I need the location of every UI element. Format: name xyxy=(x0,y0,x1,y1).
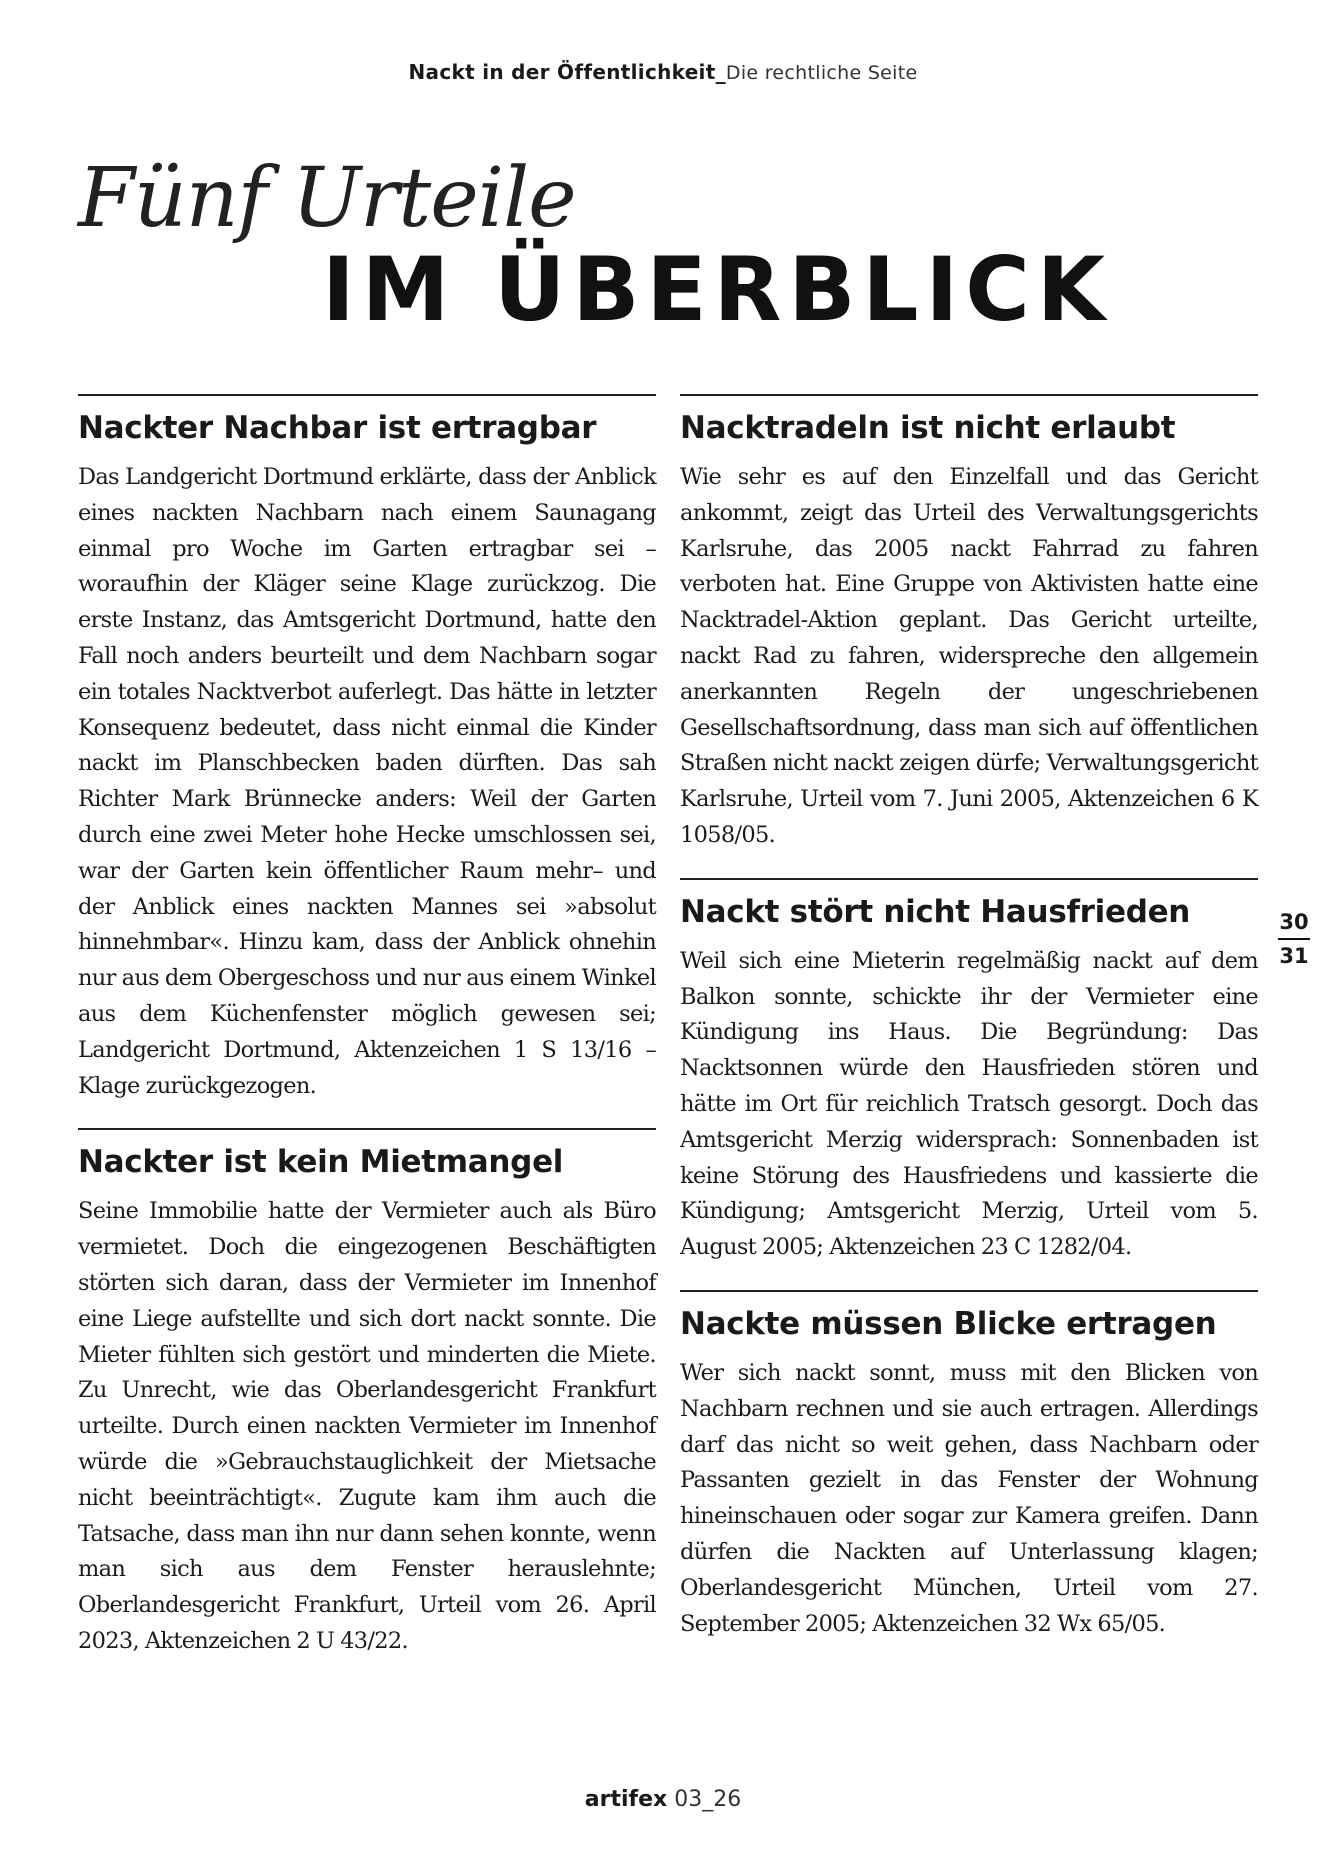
article-body: Wie sehr es auf den Einzelfall und das Gericht ankommt, zeigt das Urteil des Verwaltungsgerichts Karlsruhe, das 2005 nackt Fahrrad zu fahren verboten hat. Eine Gruppe von Aktivisten hatte eine Nacktradel-Aktion geplant. Das Gericht urteilte, nackt Rad zu fahren, widerspreche den allgemein anerkannten Regeln der ungeschriebenen Gesellschaftsordnung, dass man sich auf öffentlichen Straßen nicht nackt zeigen dürfe; Verwaltungsgericht Karlsruhe, Urteil vom 7. Juni 2005, Aktenzeichen 6 K 1058/05. xyxy=(680,464,1258,848)
article-title: Nackt stört nicht Hausfrieden xyxy=(680,893,1191,930)
article-body: Das Landgericht Dortmund erklärte, dass der Anblick eines nackten Nachbarn nach einem Saunagang einmal pro Woche im Garten ertragbar sei – woraufhin der Kläger seine Klage zurückzog. Die erste Instanz, das Amtsgericht Dortmund, hatte den Fall noch anders beurteilt und dem Nachbarn sogar ein totales Nacktverbot auferlegt. Das hätte in letzter Konsequenz bedeutet, dass nicht einmal die Kinder nackt im Planschbecken baden dürften. Das sah Richter Mark Brünnecke anders: Weil der Garten durch eine zwei Meter hohe Hecke umschlossen sei, war der Garten kein öffentlicher Raum mehr– und der Anblick eines nackten Mannes sei »absolut hinnehmbar«. Hinzu kam, dass der Anblick ohnehin nur aus dem Obergeschoss und nur aus einem Winkel aus dem Küchenfenster möglich gewesen sei; Landgericht Dortmund, Aktenzeichen 1 S 13/16 – Klage zurückgezogen. xyxy=(78,464,656,1099)
article-body: Weil sich eine Mieterin regelmäßig nackt auf dem Balkon sonnte, schickte ihr der Vermieter eine Kündigung ins Haus. Die Begründung: Das Nacktsonnen würde den Hausfrieden stören und hätte im Ort für reichlich Tratsch gesorgt. Doch das Amtsgericht Merzig widersprach: Sonnenbaden ist keine Störung des Hausfriedens und kassierte die Kündigung; Amtsgericht Merzig, Urteil vom 5. August 2005; Aktenzeichen 23 C 1282/04. xyxy=(680,947,1258,1261)
article-title: Nacktradeln ist nicht erlaubt xyxy=(680,410,1176,446)
page-title-caps: IM ÜBERBLICK xyxy=(322,238,1113,341)
running-header xyxy=(0,60,1326,84)
page-title-script: Fünf Urteile xyxy=(78,151,576,246)
article-body: Seine Immobilie hatte der Vermieter auch als Büro vermietet. Doch die eingezogenen Beschäftigten störten sich daran, dass der Vermieter im Innenhof eine Liege aufstellte und sich dort nackt sonnte. Die Mieter fühlten sich gestört und minderten die Miete. Zu Unrecht, wie das Oberlandesgericht Frankfurt urteilte. Durch einen nackten Vermieter im Innenhof würde die »Gebrauchstauglichkeit der Mietsache nicht beeinträchtigt«. Zugute kam ihm auch die Tatsache, dass man ihn nur dann sehen konnte, wenn man sich aus dem Fenster herauslehnte; Oberlandesgericht Frankfurt, Urteil vom 26. April 2023, Aktenzeichen 2 U 43/22. xyxy=(78,1198,656,1654)
page-numbers xyxy=(1278,912,1310,967)
article-body: Wer sich nackt sonnt, muss mit den Blicken von Nachbarn rechnen und sie auch ertragen. Allerdings darf das nicht so weit gehen, dass Nachbarn oder Passanten gezielt in das Fenster der Wohnung hineinschauen oder sogar zur Kamera greifen. Dann dürfen die Nackten auf Unterlassung klagen; Oberlandesgericht München, Urteil vom 27. September 2005; Aktenzeichen 32 Wx 65/05. xyxy=(680,1359,1258,1637)
page-number-left: 30 xyxy=(1278,912,1310,940)
article-title: Nackte müssen Blicke ertragen xyxy=(680,1305,1217,1342)
page-number-right: 31 xyxy=(1279,944,1309,968)
article-nackter-nachbar xyxy=(78,394,656,1104)
footer-issue: 03_26 xyxy=(667,1787,742,1812)
article-hausfrieden xyxy=(680,878,1258,1266)
footer xyxy=(0,1787,1326,1812)
header-subsection: Die rechtliche Seite xyxy=(725,62,918,84)
article-kein-mietmangel xyxy=(78,1128,656,1659)
article-nacktradeln xyxy=(680,394,1258,854)
left-column xyxy=(78,394,656,1660)
article-blicke-ertragen xyxy=(680,1290,1258,1642)
article-title: Nackter Nachbar ist ertragbar xyxy=(78,410,597,446)
footer-brand: artifex xyxy=(584,1787,668,1812)
header-section: Nackt in der Öffentlichkeit_ xyxy=(408,60,726,84)
article-title: Nackter ist kein Mietmangel xyxy=(78,1144,564,1181)
right-column xyxy=(680,394,1258,1642)
